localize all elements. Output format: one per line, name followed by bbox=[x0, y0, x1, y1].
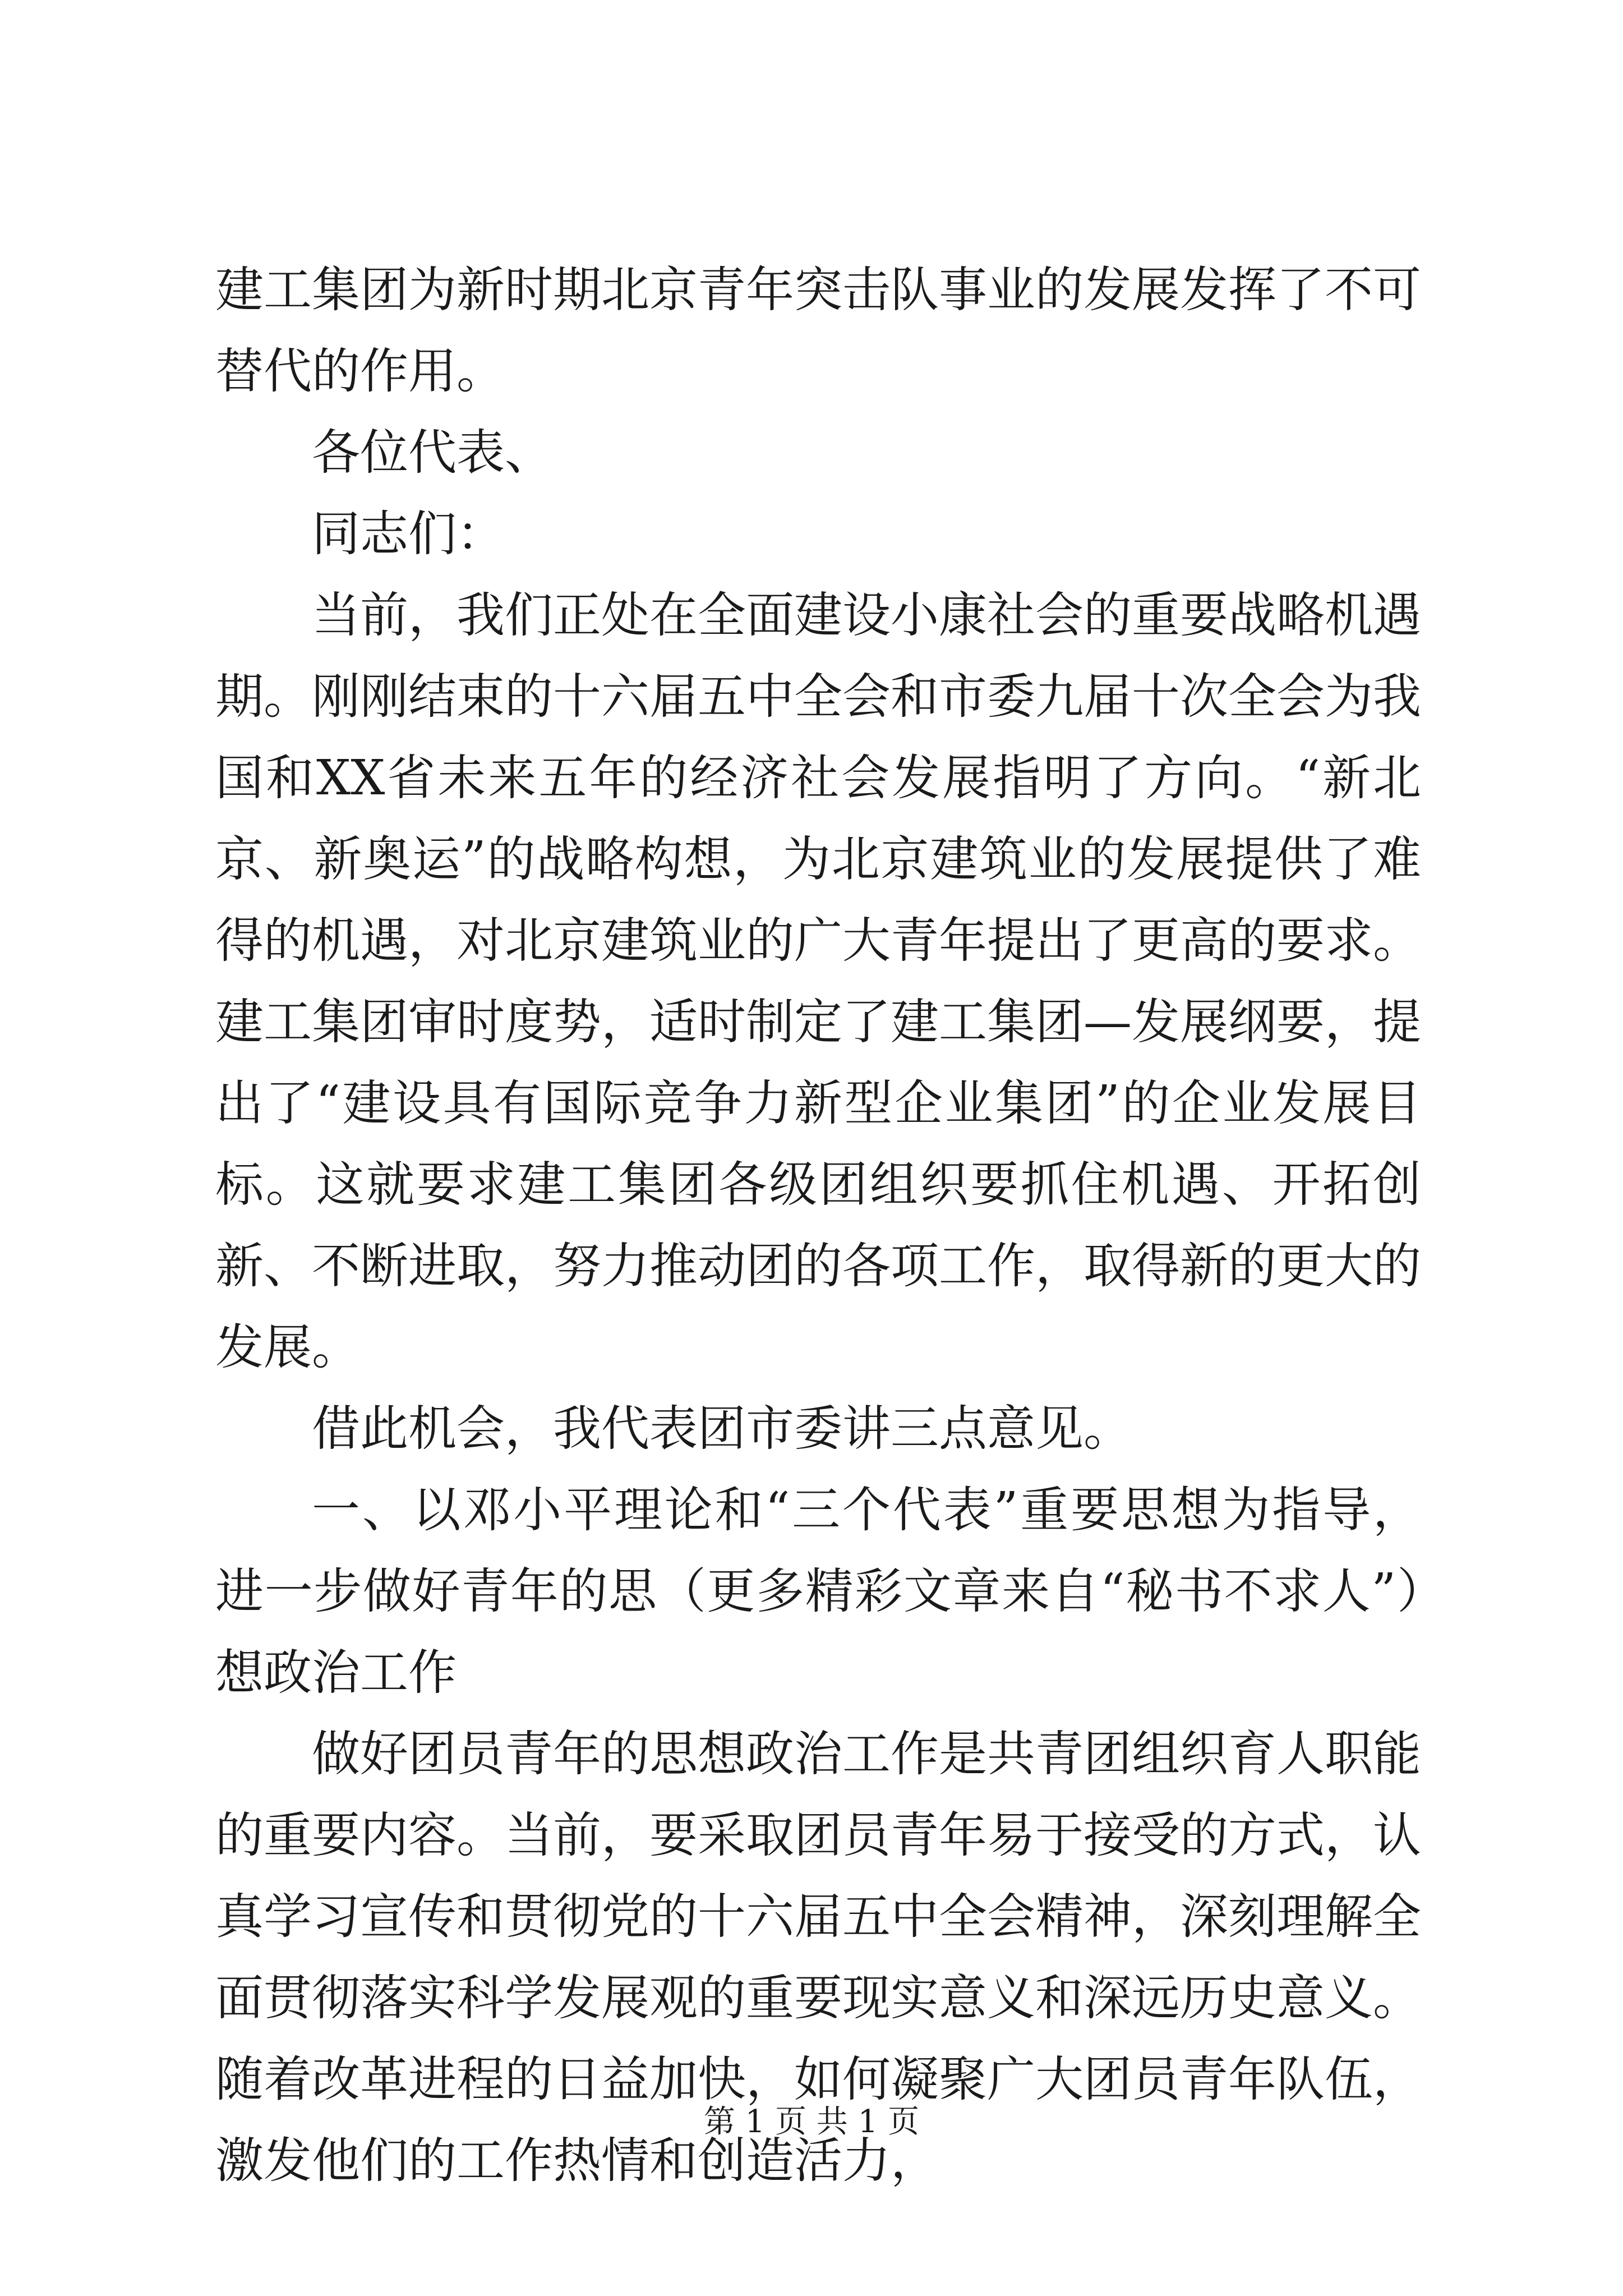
document-body bbox=[215, 250, 1421, 2202]
paragraph-5: 借此机会，我代表团市委讲三点意见。 bbox=[312, 1401, 1132, 1457]
paragraph-1: 建工集团为新时期北京青年突击队事业的发展发挥了不可替代的作用。 bbox=[215, 262, 1421, 399]
paragraph-4: 当前，我们正处在全面建设小康社会的重要战略机遇期。刚刚结束的十六届五中全会和市委九届十次全会为我国和XX省未来五年的经济社会发展指明了方向。“新北京、新奥运”的战略构想，为北京建筑业的发展提供了难得的机遇，对北京建筑业的广大青年提出了更高的要求。建工集团审时度势，适时制定了建工集团—发展纲要，提出了“建设具有国际竞争力新型企业集团”的企业发展目标。这就要求建工集团各级团组织要抓住机遇、开拓创新、不断进取，努力推动团的各项工作，取得新的更大的发展。 bbox=[215, 587, 1421, 1375]
page-footer: 第 1 页 共 1 页 bbox=[703, 2104, 920, 2140]
paragraph-3: 同志们： bbox=[312, 506, 505, 562]
paragraph-2: 各位代表、 bbox=[312, 425, 553, 481]
paragraph-7: 做好团员青年的思想政治工作是共青团组织育人职能的重要内容。当前，要采取团员青年易于接受的方式，认真学习宣传和贯彻党的十六届五中全会精神，深刻理解全面贯彻落实科学发展观的重要现实意义和深远历史意义。随着改革进程的日益加快，如何凝聚广大团员青年队伍，激发他们的工作热情和创造活力， bbox=[215, 1726, 1421, 2189]
paragraph-6: 一、以邓小平理论和“三个代表”重要思想为指导，进一步做好青年的思（更多精彩文章来自“秘书不求人”）想政治工作 bbox=[215, 1482, 1421, 1701]
